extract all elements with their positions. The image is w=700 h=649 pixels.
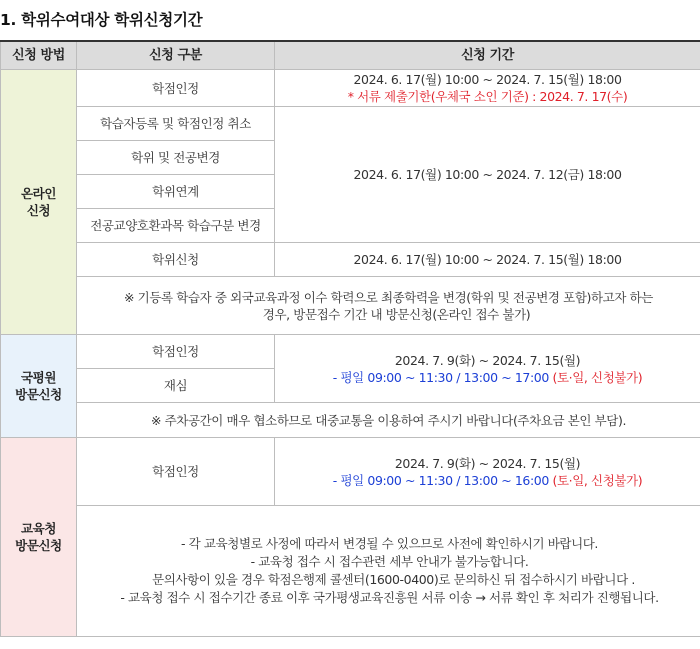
page-title: 1. 학위수여대상 학위신청기간 [0, 11, 203, 29]
weekday-hours-edu: - 평일 09:00 ~ 11:30 / 13:00 ~ 16:00 [332, 472, 549, 488]
weekday-hours: - 평일 09:00 ~ 11:30 / 13:00 ~ 17:00 [332, 369, 549, 385]
weekend-closed: (토·일, 신청불가) [552, 369, 643, 385]
list-item: 문의사항이 있을 경우 학점은행제 콜센터(1600-0400)로 문의하신 뒤 접수하시기 바랍니다 . [152, 572, 635, 587]
category-review: 재심 [77, 369, 275, 403]
period-group: 2024. 6. 17(월) 10:00 ~ 2024. 7. 12(금) 18:00 [275, 107, 700, 243]
period-credit: 2024. 6. 17(월) 10:00 ~ 2024. 7. 15(월) 18:00 * 서류 제출기한(우체국 소인 기준) : 2024. 7. 17(수) [275, 70, 700, 107]
header-period: 신청 기간 [275, 41, 700, 70]
online-note: ※ 기등록 학습자 중 외국교육과정 이수 학력으로 최종학력을 변경(학위 및 전공변경 포함)하고자 하는 경우, 방문접수 기간 내 방문신청(온라인 접수 불가) [77, 277, 700, 335]
table-row [1, 335, 700, 369]
method-edu-visit: 교육청 방문신청 [1, 438, 77, 637]
period-edu-visit: 2024. 7. 9(화) ~ 2024. 7. 15(월) - 평일 09:00 ~ 11:30 / 13:00 ~ 16:00 (토·일, 신청불가) [275, 438, 700, 506]
table-row [1, 70, 700, 107]
edu-notes [77, 506, 700, 637]
table-header-row [1, 41, 700, 70]
category-course-type-change: 전공교양호환과목 학습구분 변경 [77, 209, 275, 243]
submission-deadline-note: * 서류 제출기한(우체국 소인 기준) : 2024. 7. 17(수) [347, 89, 628, 104]
table-row [1, 403, 700, 438]
category-registration-cancel: 학습자등록 및 학점인정 취소 [77, 107, 275, 141]
list-item: - 각 교육청별로 사정에 따라서 변경될 수 있으므로 사전에 확인하시기 바랍니다. [180, 536, 599, 551]
category-degree-apply: 학위신청 [77, 243, 275, 277]
weekend-closed-edu: (토·일, 신청불가) [552, 472, 643, 488]
period-nile-visit: 2024. 7. 9(화) ~ 2024. 7. 15(월) - 평일 09:00 ~ 11:30 / 13:00 ~ 17:00 (토·일, 신청불가) [275, 335, 700, 403]
period-degree-apply: 2024. 6. 17(월) 10:00 ~ 2024. 7. 15(월) 18:00 [275, 243, 700, 277]
list-item: - 교육청 접수 시 접수관련 세부 안내가 불가능합니다. [250, 554, 529, 569]
category-credit: 학점인정 [77, 70, 275, 107]
category-degree-link: 학위연계 [77, 175, 275, 209]
table-row [1, 243, 700, 277]
category-credit-visit: 학점인정 [77, 335, 275, 369]
table-row [1, 506, 700, 637]
edu-notes-list [81, 535, 696, 607]
method-nile-visit: 국평원 방문신청 [1, 335, 77, 438]
table-row [1, 107, 700, 141]
parking-note: ※ 주차공간이 매우 협소하므로 대중교통을 이용하여 주시기 바랍니다(주차요금 본인 부담). [77, 403, 700, 438]
header-method: 신청 방법 [1, 41, 77, 70]
table-row [1, 438, 700, 506]
schedule-table [0, 40, 700, 637]
list-item: - 교육청 접수 시 접수기간 종료 이후 국가평생교육진흥원 서류 이송 → 서류 확인 후 처리가 진행됩니다. [120, 590, 659, 605]
method-online: 온라인 신청 [1, 70, 77, 335]
header-category: 신청 구분 [77, 41, 275, 70]
category-credit-edu: 학점인정 [77, 438, 275, 506]
table-row [1, 277, 700, 335]
category-degree-major-change: 학위 및 전공변경 [77, 141, 275, 175]
